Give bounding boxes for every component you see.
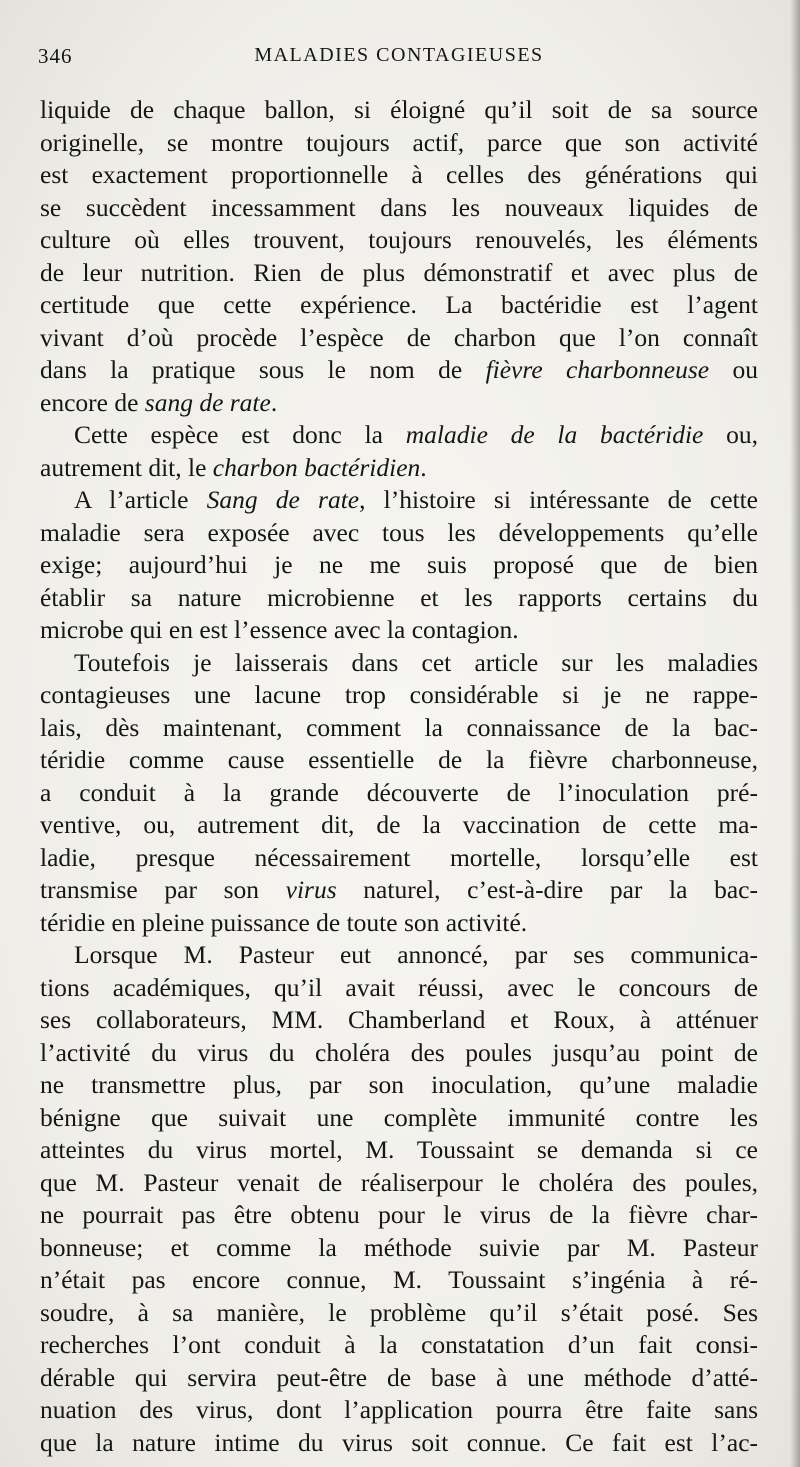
- text-line: n’était pas encore connue, M. Toussaint s’ingénia à ré-: [40, 1265, 758, 1294]
- text-line: exige; aujourd’hui je ne me suis proposé que de bien: [40, 550, 758, 579]
- text-line: A l’article Sang de rate, l’histoire si intéressante de cette: [74, 485, 758, 514]
- text-line: que la nature intime du virus soit connue. Ce fait est l’ac-: [40, 1427, 758, 1457]
- text-line: Toutefois je laisserais dans cet article sur les maladies: [74, 647, 758, 677]
- text-line: Lorsque M. Pasteur eut annoncé, par ses communica-: [74, 940, 758, 969]
- text-line: ne pourrait pas être obtenu pour le virus de la fièvre char-: [40, 1200, 758, 1229]
- text-line: téridie comme cause essentielle de la fièvre charbonneuse,: [40, 745, 758, 774]
- text-line: est exactement proportionnelle à celles des générations qui: [40, 160, 758, 189]
- text-line: bénigne que suivait une complète immunité contre les: [40, 1102, 758, 1132]
- text-line: transmise par son virus naturel, c’est-à-dire par la bac-: [40, 875, 758, 904]
- text-line: microbe qui en est l’essence avec la contagion.: [40, 615, 519, 644]
- text-line: lais, dès maintenant, comment la connaissance de la bac-: [40, 712, 758, 742]
- text-line: vivant d’où procède l’espèce de charbon que l’on connaît: [40, 322, 758, 352]
- text-line: originelle, se montre toujours actif, parce que son activité: [40, 127, 758, 157]
- text-line: tions académiques, qu’il avait réussi, avec le concours de: [40, 972, 758, 1002]
- text-line: contagieuses une lacune trop considérable si je ne rappe-: [40, 680, 758, 709]
- page-edge-shadow: [790, 0, 800, 1467]
- text-line: de leur nutrition. Rien de plus démonstratif et avec plus de: [40, 257, 758, 287]
- text-line: dans la pratique sous le nom de fièvre charbonneuse ou: [40, 355, 758, 384]
- text-line: culture où elles trouvent, toujours renouvelés, les éléments: [40, 225, 758, 254]
- text-line: se succèdent incessamment dans les nouveaux liquides de: [40, 192, 758, 222]
- text-line: certitude que cette expérience. La bactéridie est l’agent: [40, 290, 758, 319]
- text-line: maladie sera exposée avec tous les développements qu’elle: [40, 517, 758, 547]
- text-line: dérable qui servira peut-être de base à une méthode d’atté-: [40, 1362, 758, 1392]
- body-text: [40, 94, 758, 1459]
- text-line: recherches l’ont conduit à la constatation d’un fait consi-: [40, 1330, 758, 1359]
- text-line: ses collaborateurs, MM. Chamberland et Roux, à atténuer: [40, 1005, 758, 1034]
- text-line: atteintes du virus mortel, M. Toussaint se demanda si ce: [40, 1135, 758, 1164]
- text-line: a conduit à la grande découverte de l’inoculation pré-: [40, 777, 758, 807]
- text-line: bonneuse; et comme la méthode suivie par M. Pasteur: [40, 1232, 758, 1262]
- text-line: que M. Pasteur venait de réaliserpour le choléra des poules,: [40, 1167, 758, 1197]
- page-header: [38, 44, 760, 80]
- italic-term: sang de rate: [144, 387, 271, 417]
- text-line: Cette espèce est donc la maladie de la bactéridie ou,: [74, 420, 758, 449]
- text-line: soudre, à sa manière, le problème qu’il s’était posé. Ses: [40, 1297, 758, 1327]
- italic-term: maladie de la bactéridie: [405, 420, 704, 449]
- text-line: établir sa nature microbienne et les rapports certains du: [40, 582, 758, 612]
- text-line: ladie, presque nécessairement mortelle, lorsqu’elle est: [40, 842, 758, 872]
- page-number: 346: [38, 44, 73, 68]
- text-line: ventive, ou, autrement dit, de la vaccination de cette ma-: [40, 810, 758, 839]
- text-line: encore de sang de rate.: [40, 387, 278, 417]
- text-line: nuation des virus, dont l’application pourra être faite sans: [40, 1395, 758, 1424]
- italic-term: fièvre charbonneuse: [485, 355, 710, 384]
- italic-term: Sang de rate: [206, 485, 360, 514]
- text-line: téridie en pleine puissance de toute son activité.: [40, 907, 528, 937]
- text-line: ne transmettre plus, par son inoculation, qu’une maladie: [40, 1070, 758, 1099]
- text-line: liquide de chaque ballon, si éloigné qu’il soit de sa source: [40, 95, 758, 124]
- running-title: MALADIES CONTAGIEUSES: [254, 44, 544, 66]
- italic-term: charbon bactéridien: [212, 452, 421, 482]
- text-line: l’activité du virus du choléra des poules jusqu’au point de: [40, 1037, 758, 1067]
- italic-term: virus: [285, 875, 337, 904]
- text-line: autrement dit, le charbon bactéridien.: [40, 452, 427, 482]
